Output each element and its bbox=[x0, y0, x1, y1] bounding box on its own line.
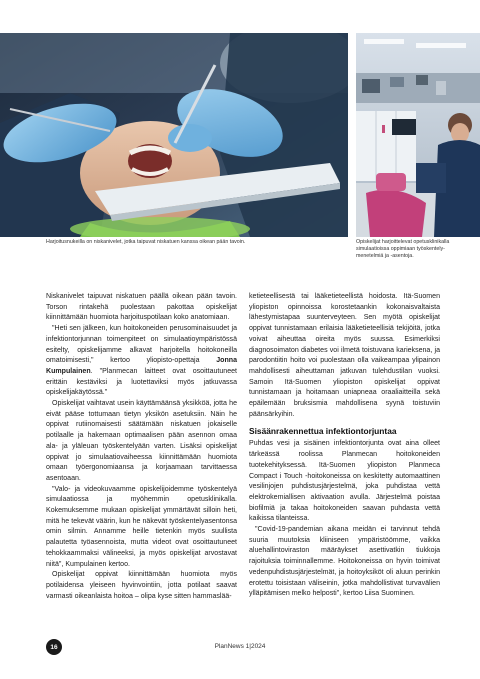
paragraph: "Covid-19-pandemian aikana meidän ei tarvinnut tehdä suuria muutoksia kliiniseen ympäristöömme, vaikka aluehallintoviraston määräykset asettivatkin tiukkoja rajoituksia toiminnallemme. Hoitokoneissa on hyvin toimivat vedenpuhdistusjärjestelmät, ja hoitoyksiköt oli aluun perinkin erotettu toisistaan väliseinin, jotka mahdollistivat turvavälien ylläpitämisen melko helposti", kertoo Liisa Suominen. bbox=[249, 526, 440, 598]
paragraph: Opiskelijat vaihtavat usein käyttämäänsä yksikköä, jotta he eivät pääse tottumaan tietyn yksikön asetuksiin. Näin he oppivat rutiinomaisesti säätämään niskatuen jokaiselle potilaalle ja hakemaan optimaalisen pään asennon omaa ala- ja yläleuan työskentelyään varten. Lisäksi opiskelijat oppivat jo simulaatiovaiheessa kiinnittämään huomiota omaan työergonomiaansa ja korjaamaan tarvittaessa asentoaan. bbox=[46, 400, 237, 482]
photo-dental-simulation-image bbox=[0, 33, 348, 237]
photo-teaching-clinic bbox=[356, 33, 480, 237]
paragraph: "Valo- ja videokuvaamme opiskelijoidemme työskentelyä simulaatiossa ja myöhemmin opetusklinikalla. Kokemuksemme mukaan opiskelijat ymmärtävät silloin heti, mitä he tekevät väärin, kun he näkevät työskentelyasentonsa omin silmin. Annamme heille tietenkin myös suullista palautetta työasennoista, mutta videot ovat osoittautuneet tehokkaammaksi välineeksi, ja myös opiskelijat arvostavat niitä", Kumpulainen kertoo. bbox=[46, 485, 237, 568]
footer-publication: PlanNews 1|2024 bbox=[214, 643, 266, 650]
paragraph-quote: "Heti sen jälkeen, kun hoitokoneiden perusominaisuudet ja infektiontorjunnan toimenpiteet on simulaatioympäristössä esitelty, opiskelijamme alkavat harjoitella hoitokoneilla omatoimisesti," kertoo yliopisto-opettaja Jonna Kumpulainen. "Planmecan laitteet ovat osoittautuneet erittäin kestäviksi ja luotettaviksi myös jatkuvassa opiskelijakäytössä." bbox=[46, 325, 237, 397]
photo-teaching-clinic-image bbox=[356, 33, 480, 237]
paragraph: Opiskelijat oppivat kiinnittämään huomiota myös potilaidensa yleiseen hyvinvointiin, jotta potilaat saavat varmasti oikeanlaista hoitoa – olipa kyse sitten hammaslää- bbox=[46, 571, 237, 600]
photo-dental-simulation bbox=[0, 33, 348, 237]
paragraph: Puhdas vesi ja sisäinen infektiontorjunta ovat aina olleet tärkeässä roolissa Planmecan hoitokoneiden tuotekehityksessä. Itä-Suomen yliopiston Planmeca Compact i Touch -hoitokoneissa on keskitetty automaattinen vesilinjojen puhdistusjärjestelmä, joka puhdistaa vettä elektrokemiallisen aktivaation avulla. Järjestelmä poistaa biofilmiä ja takaa hoitokoneiden saavan puhdasta vettä kaikissa tilanteissa. bbox=[249, 440, 440, 523]
section-heading: Sisäänrakennettua infektiontorjuntaa bbox=[249, 426, 397, 437]
paragraph: Niskanivelet taipuvat niskatuen päällä oikean pään tavoin. Torson rintakehä puolestaan pakottaa opiskelijat kiinnittämään huomiota harjoituspotilaan koko anatomiaan. bbox=[46, 293, 237, 322]
paragraph: ketieteellisestä tai lääketieteellistä hoidosta. Itä-Suomen yliopiston opinnoissa korostetaankin kokonaisvaltaista lähestymistapaa suunterveyteen. Sen myötä opiskelijat oppivat tunnistamaan erilaisia lääketieteellisiä tekijöitä, jotka voivat aiheuttaa oireita myös suussa. Esimerkiksi diagnosoimaton diabetes voi ilmetä toistuvana karieksena, ja parodontiitin hoito voi puolestaan olla vaikeampaa ylipainon mahdollisesti aiheuttaman jatkuvan tulehdustilan vuoksi. Samoin Itä-Suomen yliopiston opiskelijat oppivat tunnistamaan ja hoitamaan uniapneaa oraaliaitteilla sekä epäilemään bruksismia mahdollisena syynä toistuviin päänsärkyihin. bbox=[249, 293, 440, 418]
article-column-left bbox=[46, 292, 237, 602]
page-number-badge: 16 bbox=[46, 639, 62, 655]
person-name: Jonna Kumpulainen bbox=[46, 357, 237, 375]
photo-caption-right: Opiskelijat harjoittelevat opetusklinikalla simulaatioissa oppimiaan työskentely-menetelmiä ja -asentoja. bbox=[356, 239, 450, 259]
photo-caption-left: Harjoitusnukeilla on niskanivelet, jotka taipuvat niskatuen kanssa oikean pään tavoin. bbox=[46, 239, 246, 245]
article-column-right bbox=[249, 292, 440, 600]
